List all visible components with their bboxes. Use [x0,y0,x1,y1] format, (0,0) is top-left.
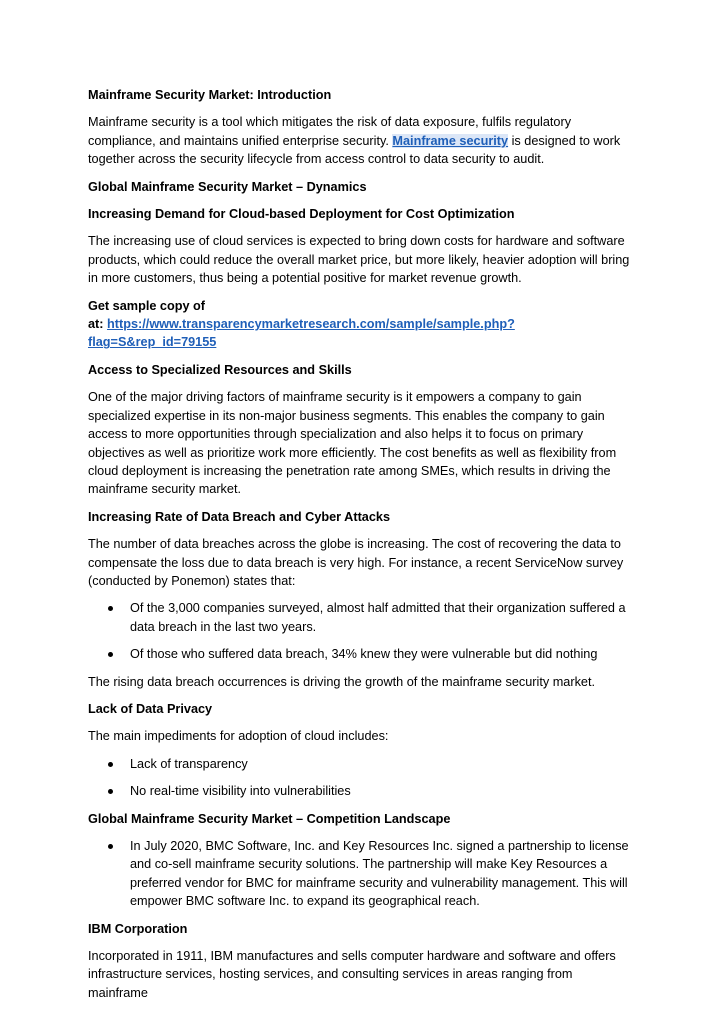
sample-url-line [88,315,635,352]
skills-paragraph: One of the major driving factors of mainframe security is it empowers a company to gain specialized expertise in its non-major business segments. This enables the company to gain access to more opportunities through specialization and also helps it to focus on primary objectives as well as prioritize work more efficiently. The cost benefits as well as flexibility from cloud deployment is increasing the penetration rate among SMEs, which results in driving the mainframe security market. [88,390,617,497]
bullet-icon [108,652,113,657]
skills-heading: Access to Specialized Resources and Skills [88,362,352,377]
list-item [88,755,635,773]
dynamics-heading: Global Mainframe Security Market – Dynamics [88,179,367,194]
breach-bullet-list [88,599,635,663]
cloud-paragraph: The increasing use of cloud services is expected to bring down costs for hardware and software products, which could reduce the overall market price, but more likely, heavier adoption will bring in more customers, thus being a potential positive for market revenue growth. [88,234,630,286]
sample-label: Get sample copy of [88,298,206,313]
breach-closing-paragraph: The rising data breach occurrences is driving the growth of the mainframe security market. [88,674,596,689]
mainframe-security-link[interactable]: Mainframe security [392,133,509,148]
intro-text-before: Mainframe security is a tool which mitigates the risk of data exposure, fulfils regulatory compliance, and maintains unified enterprise security. [88,115,572,148]
breach-heading: Increasing Rate of Data Breach and Cyber Attacks [88,509,391,524]
list-item [88,837,635,911]
sample-at: at: [88,317,108,332]
privacy-paragraph: The main impediments for adoption of cloud includes: [88,729,389,744]
list-item [88,782,635,800]
list-item-text: Lack of transparency [130,756,248,771]
list-item-text: Of those who suffered data breach, 34% knew they were vulnerable but did nothing [130,647,598,662]
ibm-heading: IBM Corporation [88,921,188,936]
intro-heading: Mainframe Security Market: Introduction [88,88,332,102]
bullet-icon [108,844,113,849]
list-item [88,645,635,663]
sample-url-link[interactable]: https://www.transparencymarketresearch.com/sample/sample.php?flag=S&rep_id=79155 [88,317,515,350]
sample-block [88,297,635,352]
list-item [88,599,635,636]
bullet-icon [108,762,113,767]
privacy-bullet-list [88,755,635,801]
privacy-heading: Lack of Data Privacy [88,701,213,716]
cloud-heading: Increasing Demand for Cloud-based Deployment for Cost Optimization [88,207,515,222]
competition-heading: Global Mainframe Security Market – Competition Landscape [88,811,451,826]
competition-bullet-list [88,837,635,911]
bullet-icon [108,789,113,794]
list-item-text: Of the 3,000 companies surveyed, almost half admitted that their organization suffered a data breach in the last two years. [130,601,626,634]
list-item-text: No real-time visibility into vulnerabilities [130,784,351,799]
ibm-paragraph: Incorporated in 1911, IBM manufactures and sells computer hardware and software and offers infrastructure services, hosting services, and consulting services in areas ranging from mainframe [88,949,616,1000]
list-item-text: In July 2020, BMC Software, Inc. and Key Resources Inc. signed a partnership to license and co-sell mainframe security solutions. The partnership will make Key Resources a preferred vendor for BMC for mainframe security and vulnerability management. This will empower BMC software Inc. to expand its geographical reach. [130,839,629,909]
intro-paragraph [88,113,635,168]
breach-paragraph: The number of data breaches across the globe is increasing. The cost of recovering the data to compensate the loss due to data breach is very high. For instance, a recent ServiceNow survey (conducted by Ponemon) states that: [88,537,624,588]
bullet-icon [108,606,113,611]
intro-text-after: is designed to work together across the security lifecycle from access control to data security to audit. [88,133,621,167]
